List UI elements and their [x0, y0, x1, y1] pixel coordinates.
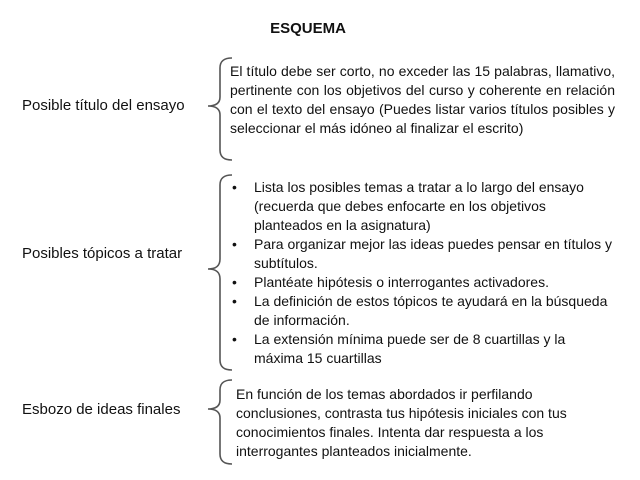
list-item-text: Plantéate hipótesis o interrogantes activadores.: [254, 274, 549, 290]
brace-title: [208, 58, 232, 160]
bullet-icon: •: [232, 274, 237, 290]
list-item-text: Para organizar mejor las ideas puedes pensar en títulos y subtítulos.: [254, 236, 612, 271]
esbozo-description: En función de los temas abordados ir perfilando conclusiones, contrasta tus hipótesis iniciales con tus conocimientos finales. Intenta dar respuesta a los interrogantes planteados inicialmente.: [236, 386, 567, 459]
topicos-list: [232, 178, 617, 368]
diagram-title: ESQUEMA: [270, 20, 346, 37]
list-item: [232, 178, 617, 235]
brace-topics: [208, 175, 232, 370]
bullet-icon: •: [232, 293, 237, 309]
brace-conclusions: [208, 380, 232, 464]
list-item: [232, 330, 617, 368]
list-item: [232, 292, 617, 330]
list-item-text: Lista los posibles temas a tratar a lo largo del ensayo (recuerda que debes enfocarte en los objetivos planteados en la asignatura): [254, 179, 584, 233]
bullet-icon: •: [232, 179, 237, 195]
list-item-text: La extensión mínima puede ser de 8 cuartillas y la máxima 15 cuartillas: [254, 331, 566, 366]
bullet-icon: •: [232, 236, 237, 252]
label-titulo: Posible título del ensayo: [22, 97, 185, 114]
list-item: [232, 235, 617, 273]
list-item: [232, 273, 617, 292]
list-item-text: La definición de estos tópicos te ayudará en la búsqueda de información.: [254, 293, 608, 328]
bullet-icon: •: [232, 331, 237, 347]
label-topicos: Posibles tópicos a tratar: [22, 245, 183, 262]
label-esbozo: Esbozo de ideas finales: [22, 401, 181, 418]
titulo-description: El título debe ser corto, no exceder las 15 palabras, llamativo, pertinente con los objetivos del curso y coherente en relación con el texto del ensayo (Puedes listar varios títulos posibles y seleccionar el más idóneo al finalizar el escrito): [230, 63, 615, 136]
